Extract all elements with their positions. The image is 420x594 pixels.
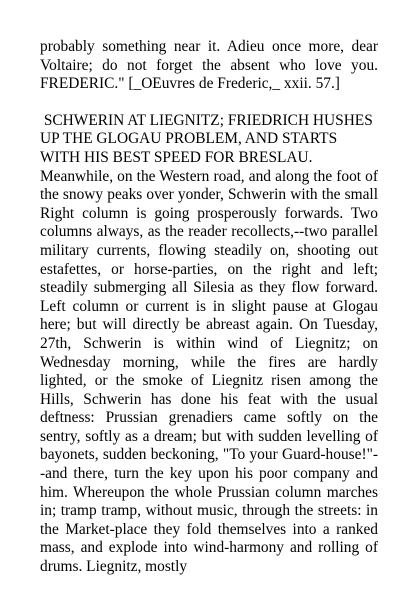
body-paragraph: Meanwhile, on the Western road, and along the foot of the snowy peaks over yonder, Schwerin with the small Right column is going prosperously forwards. Two columns always, as the reader recollects,--two parallel military currents, flowing steadily on, shooting out estafettes, or horse-parties, on the right and left; steadily submerging all Silesia as they flow forward. Left column or current is in slight pause at Glogau here; but will directly be abreast again. On Tuesday, 27th, Schwerin is within wind of Liegnitz; on Wednesday morning, while the fires are hardly lighted, or the smoke of Liegnitz risen among the Hills, Schwerin has done his feat with the usual deftness: Prussian grenadiers came softly on the sentry, softly as a dream; but with sudden levelling of bayonets, sudden beckoning, "To your Guard-house!"--and there, turn the key upon his poor company and him. Whereupon the whole Prussian column marches in; tramp tramp, without music, through the streets: in the Market-place they fold themselves into a ranked mass, and explode into wind-harmony and rolling of drums. Liegnitz, mostly bbox=[40, 167, 378, 576]
section-heading: SCHWERIN AT LIEGNITZ; FRIEDRICH HUSHES UP THE GLOGAU PROBLEM, AND STARTS WITH HIS BEST SPEED FOR BRESLAU. bbox=[40, 111, 377, 166]
opening-paragraph: probably something near it. Adieu once more, dear Voltaire; do not forget the absent who love you. FREDERIC." [_OEuvres de Frederic,_ xxii. 57.] bbox=[40, 38, 378, 93]
